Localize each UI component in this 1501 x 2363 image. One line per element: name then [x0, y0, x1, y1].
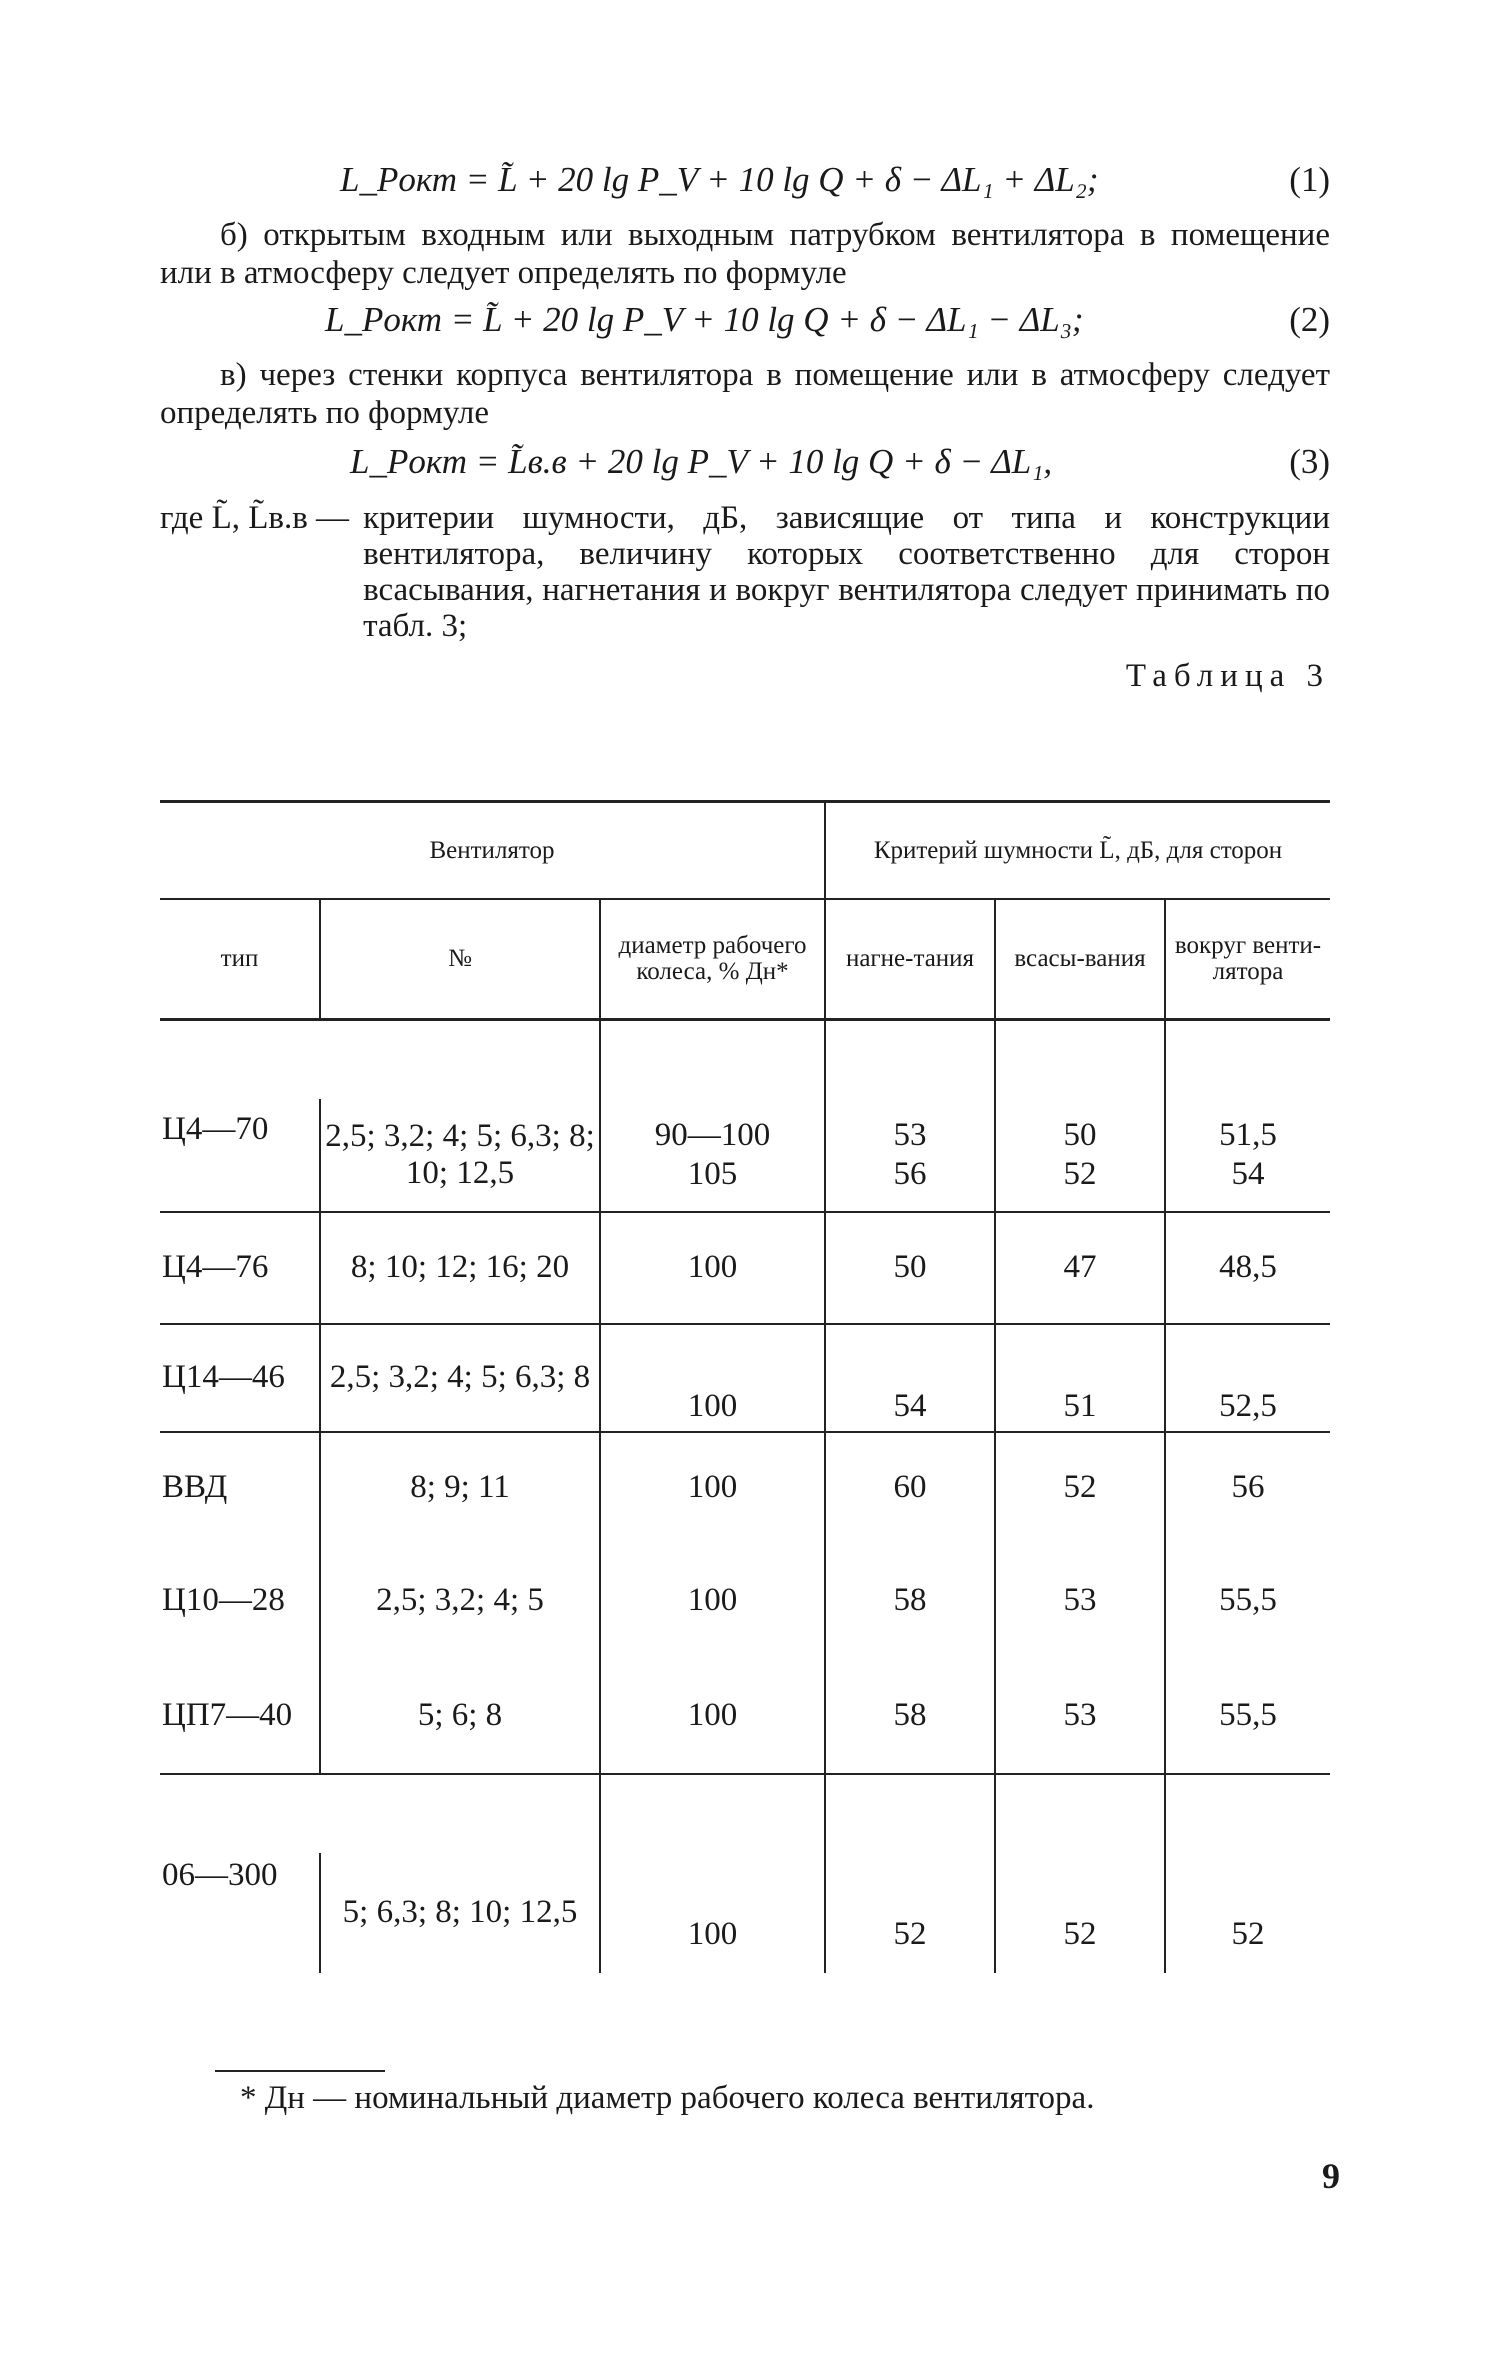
cell-diam: 100 [600, 1432, 825, 1543]
cell-type: ЦП7—40 [160, 1658, 320, 1774]
cell-type: 06—300 [160, 1853, 320, 1973]
formula-3-number: (3) [1289, 442, 1330, 481]
cell-around: 55,5 [1165, 1543, 1330, 1658]
where-text: критерии шумности, дБ, зависящие от типа и конструкции вентилятора, величину которых соответственно для сторон всасывания, нагнетания и вокруг вентилятора следует принимать по табл. 3; [363, 500, 1330, 644]
table-row [160, 1543, 1330, 1658]
cell-suction: 52 [995, 1432, 1165, 1543]
cell-numbers: 8; 9; 11 [320, 1432, 600, 1543]
cell-discharge: 54 [825, 1324, 995, 1432]
footnote: * Дн — номинальный диаметр рабочего колеса вентилятора. [240, 2080, 1095, 2116]
header-suction: всасы-вания [995, 899, 1165, 1019]
cell-diam: 100 [600, 1324, 825, 1432]
cell-numbers: 2,5; 3,2; 4; 5 [320, 1543, 600, 1658]
table-row [160, 1099, 1330, 1212]
table-row [160, 1212, 1330, 1324]
cell-diam: 105 [687, 1155, 738, 1192]
cell-suction: 50 [1063, 1116, 1097, 1153]
formula-2-number: (2) [1289, 300, 1330, 339]
footnote-rule [215, 2070, 385, 2072]
cell-numbers: 2,5; 3,2; 4; 5; 6,3; 8; 10; 12,5 [320, 1099, 600, 1212]
formula-3-expr: L_Pокт = L̃в.в + 20 lg P_V + 10 lg Q + δ − ΔL₁, [350, 442, 1053, 481]
cell-suction: 53 [995, 1658, 1165, 1774]
cell-numbers: 5; 6; 8 [320, 1658, 600, 1774]
cell-discharge: 52 [825, 1853, 995, 1973]
group-axial [160, 1774, 600, 1853]
cell-diam: 100 [600, 1658, 825, 1774]
cell-diam: 100 [600, 1853, 825, 1973]
cell-around: 54 [1231, 1155, 1265, 1192]
formula-2 [160, 300, 1330, 350]
cell-discharge: 53 [893, 1116, 927, 1153]
cell-suction: 47 [995, 1212, 1165, 1324]
page-body [160, 160, 1330, 695]
cell-discharge: 58 [825, 1658, 995, 1774]
header-discharge: нагне-тания [825, 899, 995, 1019]
cell-discharge: 50 [825, 1212, 995, 1324]
where-clause [160, 500, 1330, 644]
formula-1 [160, 160, 1330, 210]
formula-1-expr: L_Pокт = L̃ + 20 lg P_V + 10 lg Q + δ − ΔL₁ + ΔL₂; [340, 160, 1099, 199]
cell-around: 48,5 [1165, 1212, 1330, 1324]
cell-type: Ц4—76 [160, 1212, 320, 1324]
where-label: где L̃, L̃в.в — [160, 500, 350, 536]
cell-numbers: 5; 6,3; 8; 10; 12,5 [320, 1853, 600, 1973]
cell-discharge: 56 [893, 1155, 927, 1192]
cell-numbers: 2,5; 3,2; 4; 5; 6,3; 8 [320, 1324, 600, 1432]
cell-discharge: 58 [825, 1543, 995, 1658]
cell-diam: 100 [600, 1212, 825, 1324]
cell-discharge: 60 [825, 1432, 995, 1543]
header-fan: Вентилятор [160, 802, 825, 900]
table-row [160, 1853, 1330, 1973]
cell-suction: 51 [995, 1324, 1165, 1432]
header-criterion: Критерий шумности L̃, дБ, для сторон [825, 802, 1330, 900]
cell-numbers: 8; 10; 12; 16; 20 [320, 1212, 600, 1324]
cell-type: ВВД [160, 1432, 320, 1543]
page-number: 9 [1322, 2156, 1340, 2196]
header-around: вокруг венти-лятора [1165, 899, 1330, 1019]
formula-2-expr: L_Pокт = L̃ + 20 lg P_V + 10 lg Q + δ − ΔL₁ − ΔL₃; [325, 300, 1084, 339]
fan-noise-table [160, 800, 1330, 1973]
cell-diam: 100 [600, 1543, 825, 1658]
table-row [160, 1432, 1330, 1543]
header-number: № [320, 899, 600, 1019]
header-diameter: диаметр рабочего колеса, % Дн* [600, 899, 825, 1019]
paragraph-c: в) через стенки корпуса вентилятора в помещение или в атмосферу следует определять по формуле [160, 357, 1330, 431]
header-type: тип [160, 899, 320, 1019]
cell-type: Ц10—28 [160, 1543, 320, 1658]
cell-suction: 53 [995, 1543, 1165, 1658]
table-row [160, 1324, 1330, 1432]
formula-1-number: (1) [1289, 160, 1330, 199]
cell-around: 56 [1165, 1432, 1330, 1543]
paragraph-b: б) открытым входным или выходным патрубком вентилятора в помещение или в атмосферу следует определять по формуле [160, 217, 1330, 291]
cell-suction: 52 [1063, 1155, 1097, 1192]
cell-type: Ц4—70 [160, 1099, 320, 1212]
cell-type: Ц14—46 [160, 1324, 320, 1432]
cell-suction: 52 [995, 1853, 1165, 1973]
cell-around: 55,5 [1165, 1658, 1330, 1774]
table-row [160, 1658, 1330, 1774]
formula-3 [160, 442, 1330, 492]
cell-around: 51,5 [1219, 1116, 1277, 1153]
group-radial [160, 1019, 600, 1099]
table-caption: Таблица 3 [1125, 658, 1330, 694]
cell-around: 52,5 [1165, 1324, 1330, 1432]
cell-around: 52 [1165, 1853, 1330, 1973]
cell-diam: 90—100 [654, 1116, 771, 1153]
